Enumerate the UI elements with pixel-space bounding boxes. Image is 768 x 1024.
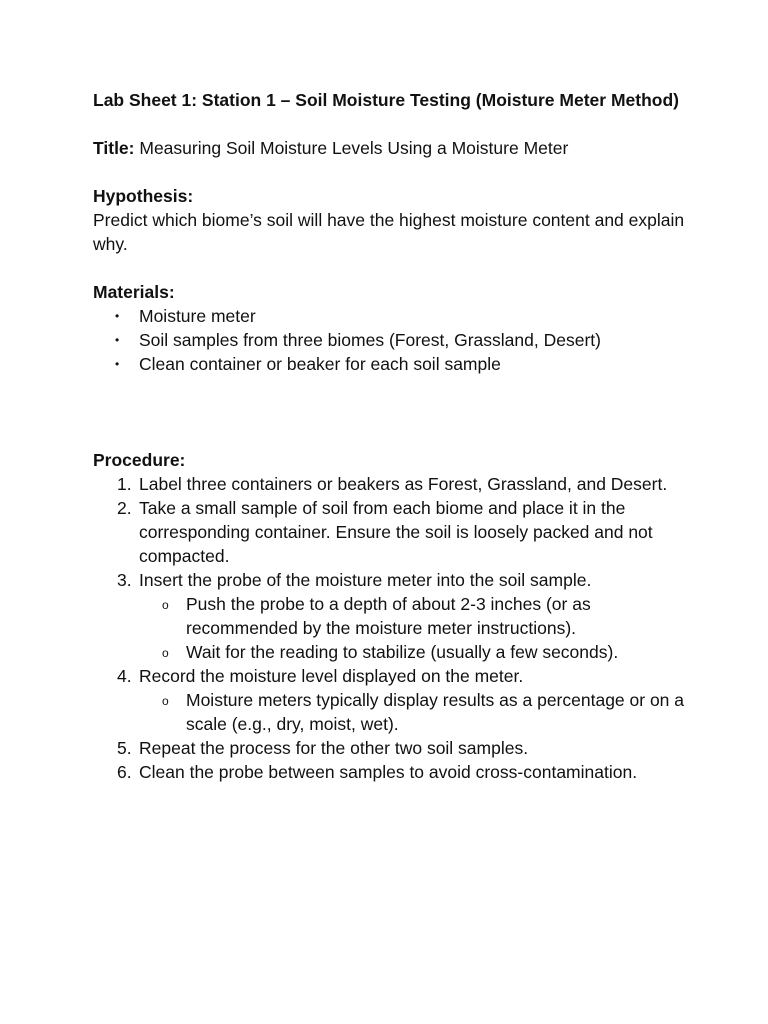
document-page xyxy=(93,88,693,784)
step-number: 1. xyxy=(117,474,132,494)
step-text: Take a small sample of soil from each biome and place it in the corresponding container. Ensure the soil is loosely packed and not compacted. xyxy=(139,498,653,566)
hypothesis-text: Predict which biome’s soil will have the highest moisture content and explain why. xyxy=(93,210,685,254)
list-item: • Soil samples from three biomes (Forest, Grassland, Desert) xyxy=(115,330,601,350)
sub-list xyxy=(139,688,693,736)
list-item: • Clean container or beaker for each soil sample xyxy=(115,354,501,374)
procedure-step xyxy=(117,496,693,568)
procedure-step xyxy=(117,472,693,496)
title-label: Title: xyxy=(93,138,135,158)
circle-bullet-icon: o xyxy=(162,646,169,660)
procedure-steps xyxy=(93,472,693,784)
step-text: Repeat the process for the other two soil samples. xyxy=(139,738,529,758)
materials-label: Materials: xyxy=(93,282,175,302)
bullet-icon: • xyxy=(115,333,120,347)
step-text: Record the moisture level displayed on the meter. xyxy=(139,666,524,686)
step-text: Insert the probe of the moisture meter into the soil sample. xyxy=(139,570,592,590)
document-heading: Lab Sheet 1: Station 1 – Soil Moisture Testing (Moisture Meter Method) xyxy=(93,90,679,110)
title-text: Measuring Soil Moisture Levels Using a Moisture Meter xyxy=(139,138,569,158)
circle-bullet-icon: o xyxy=(162,598,169,612)
sub-item: o Moisture meters typically display results as a percentage or on a scale (e.g., dry, moist, wet). xyxy=(162,690,685,734)
bullet-icon: • xyxy=(115,357,120,371)
sub-item: o Push the probe to a depth of about 2-3 inches (or as recommended by the moisture meter instructions). xyxy=(162,594,591,638)
list-item: • Moisture meter xyxy=(115,306,256,326)
procedure-label: Procedure: xyxy=(93,450,186,470)
step-text: Label three containers or beakers as Forest, Grassland, and Desert. xyxy=(139,474,668,494)
sub-list xyxy=(139,592,693,664)
hypothesis-label: Hypothesis: xyxy=(93,186,194,206)
procedure-step xyxy=(117,736,693,760)
step-number: 4. xyxy=(117,666,132,686)
procedure-step xyxy=(117,664,693,736)
step-number: 3. xyxy=(117,570,132,590)
sub-item: o Wait for the reading to stabilize (usually a few seconds). xyxy=(186,640,693,664)
bullet-icon: • xyxy=(115,309,120,323)
step-number: 5. xyxy=(117,738,132,758)
circle-bullet-icon: o xyxy=(162,694,169,708)
title-line xyxy=(93,136,693,160)
step-number: 6. xyxy=(117,762,132,782)
procedure-step xyxy=(117,760,693,784)
step-number: 2. xyxy=(117,498,132,518)
procedure-step xyxy=(117,568,693,664)
step-text: Clean the probe between samples to avoid cross-contamination. xyxy=(139,762,638,782)
materials-list xyxy=(93,304,693,376)
